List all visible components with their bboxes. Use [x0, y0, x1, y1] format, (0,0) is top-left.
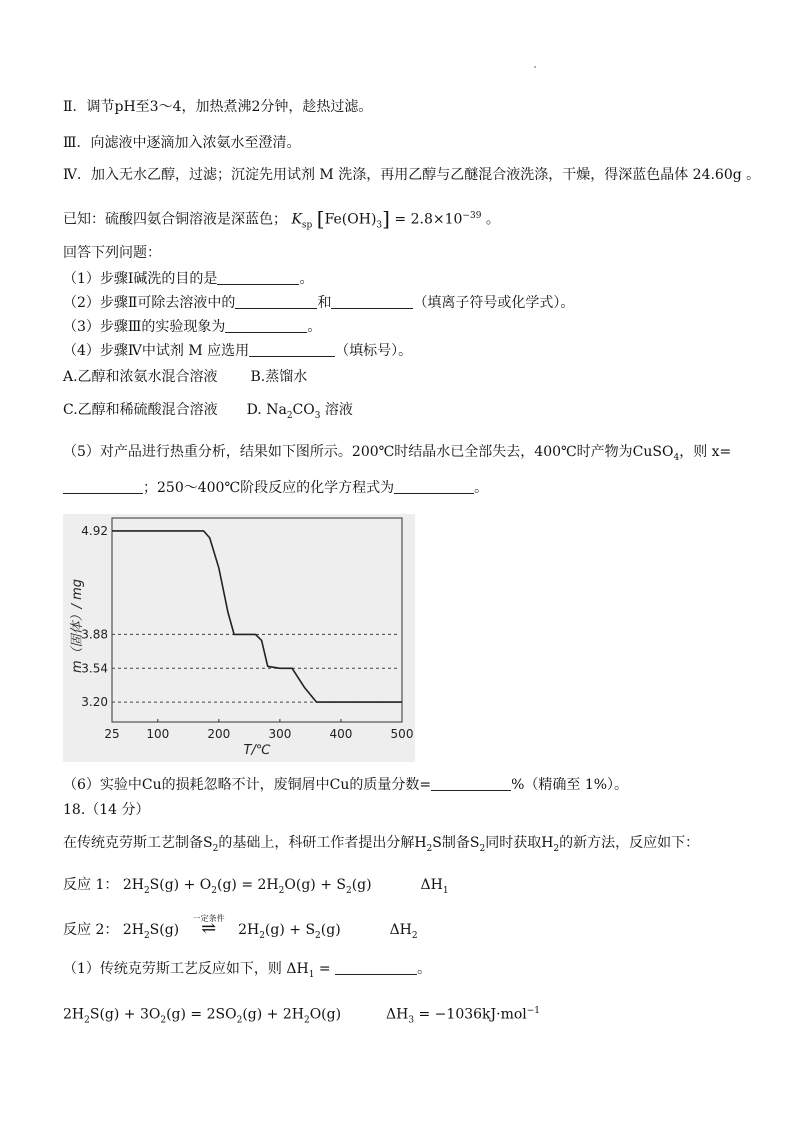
question-18-header: 18.（14 分） [63, 802, 150, 818]
option-row-ab [63, 368, 307, 386]
answer-blank[interactable] [63, 479, 143, 494]
reaction-3: $2H_2S(g) + 3O_2(g) = 2SO_2(g) + 2H_2O(g) \Delta H_3 = -1036kJ\cdot mol^{-1}$ [63, 1006, 541, 1026]
answer-blank[interactable] [249, 342, 335, 357]
question-5-line2: ；250～400℃阶段反应的化学方程式为 。 [63, 479, 488, 497]
known-info: 已知：硫酸四氨合铜溶液是深蓝色； $K_{sp}$ $[Fe(OH)_3] = 2.8\times 10^{-39}$ 。 [63, 206, 500, 231]
answer-blank[interactable] [217, 270, 299, 285]
question-18-intro: 在传统克劳斯工艺制备$S_2$的基础上，科研工作者提出分解$H_2S$制备$S_2$同时获取$H_2$的新方法，反应如下： [63, 835, 700, 854]
answer-intro: 回答下列问题： [63, 245, 161, 261]
question-3: （3）步骤Ⅲ的实验现象为 。 [63, 319, 322, 335]
chart-svg [63, 514, 415, 762]
question-18-1: （1）传统克劳斯工艺反应如下，则 $\Delta H_1$ = 。 [63, 961, 432, 980]
y-axis-label: m（固体）/ mg [70, 578, 85, 674]
x-tick-label: 300 [268, 727, 292, 741]
x-tick-label: 500 [390, 727, 414, 741]
question-4: （4）步骤Ⅳ中试剂 M 应选用 （填标号）。 [63, 343, 413, 359]
y-tick-label: 3.88 [81, 627, 108, 642]
answer-blank[interactable] [225, 318, 307, 333]
question-6: （6）实验中Cu的损耗忽略不计，废铜屑中Cu的质量分数= %（精确至 1%）。 [63, 777, 629, 793]
y-tick-label: 3.20 [81, 695, 108, 710]
option-c[interactable]: C.乙醇和稀硫酸混合溶液 [63, 402, 218, 418]
question-2: （2）步骤Ⅱ可除去溶液中的 和 （填离子符号或化学式）。 [63, 295, 575, 311]
x-axis-label: T/℃ [243, 743, 271, 758]
y-tick-label: 4.92 [81, 523, 108, 538]
thermogravimetric-chart [63, 514, 415, 762]
option-a[interactable]: A.乙醇和浓氨水混合溶液 [63, 369, 218, 385]
equilibrium-arrow: 一定条件 ⇌ [192, 914, 225, 939]
option-d[interactable]: D. $Na_2CO_3$ 溶液 [246, 402, 353, 421]
question-1: （1）步骤Ⅰ碱洗的目的是 。 [63, 271, 314, 287]
option-row-cd [63, 401, 353, 425]
x-tick-label: 25 [104, 727, 120, 741]
question-5-line1: （5）对产品进行热重分析，结果如下图所示。200℃时结晶水已全部失去，400℃时产物为CuSO$_4$，则 x= [63, 444, 732, 463]
answer-blank[interactable] [235, 294, 317, 309]
answer-blank[interactable] [431, 776, 511, 791]
step-3: Ⅲ．向滤液中逐滴加入浓氨水至澄清。 [63, 135, 301, 151]
reaction-2: 反应 2： $2H_2S(g)$ 一定条件 ⇌ $2H_2(g) + S_2(g)$ $\Delta H_2$ [63, 914, 418, 941]
x-tick-label: 200 [207, 727, 231, 741]
option-b[interactable]: B.蒸馏水 [250, 369, 308, 385]
step-2: Ⅱ．调节pH至3～4，加热煮沸2分钟，趁热过滤。 [63, 99, 373, 115]
reaction-1: 反应 1： $2H_2S(g) + O_2(g) = 2H_2O(g) + S_2(g)$ $\Delta H_1$ [63, 877, 449, 896]
x-tick-label: 100 [146, 727, 170, 741]
answer-blank[interactable] [331, 294, 413, 309]
answer-blank[interactable] [335, 960, 417, 975]
step-4: Ⅳ．加入无水乙醇，过滤；沉淀先用试剂 M 洗涤，再用乙醇与乙醚混合液洗涤，干燥，得深蓝色晶体 24.60g 。 [63, 167, 761, 183]
scan-speck [534, 66, 536, 68]
y-tick-label: 3.54 [81, 661, 108, 676]
answer-blank[interactable] [394, 479, 474, 494]
x-tick-label: 400 [329, 727, 353, 741]
plot-frame [112, 518, 402, 722]
